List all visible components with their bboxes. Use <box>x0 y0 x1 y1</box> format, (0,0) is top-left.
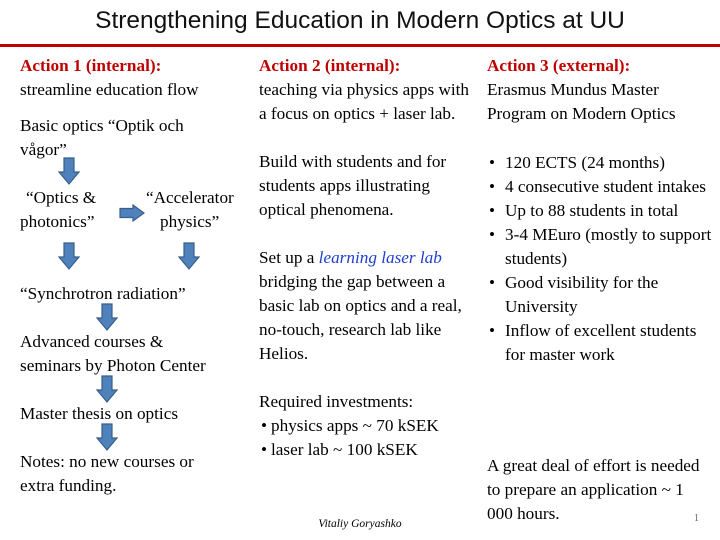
notes-line2: extra funding. <box>20 476 117 495</box>
arrow-down-icon <box>96 303 118 331</box>
notes-line1: Notes: no new courses or <box>20 452 194 471</box>
action2-setup-paragraph <box>259 246 477 366</box>
slide-title: Strengthening Education in Modern Optics at UU <box>95 7 625 34</box>
action3-closing: A great deal of effort is needed to prepare an application ~ 1 000 hours. <box>487 456 700 523</box>
learning-laser-lab-emphasis: learning laser lab <box>318 248 442 267</box>
investments-list <box>259 414 477 462</box>
action3-subheading: Erasmus Mundus Master Program on Modern Optics <box>487 80 676 123</box>
action1-subheading: streamline education flow <box>20 80 199 99</box>
bullet-item: • 3-4 MEuro (mostly to support students) <box>487 223 713 271</box>
arrow-down-icon <box>178 242 200 270</box>
footer-author: Vitaliy Goryashko <box>318 518 402 530</box>
flow-advanced-courses-line2: seminars by Photon Center <box>20 356 206 375</box>
action3-column <box>487 54 713 367</box>
bullet-item: • Good visibility for the University <box>487 271 713 319</box>
arrow-down-icon <box>58 157 80 185</box>
flow-advanced-courses-line1: Advanced courses & <box>20 332 164 351</box>
investment-item: • laser lab ~ 100 kSEK <box>259 438 477 462</box>
action3-bullet-list <box>487 151 713 367</box>
flow-accelerator-physics-line1: “Accelerator <box>146 188 234 207</box>
title-divider <box>0 44 720 47</box>
arrow-down-icon <box>96 423 118 451</box>
bullet-item: • 120 ECTS (24 months) <box>487 151 713 175</box>
setup-prefix: Set up a <box>259 248 315 267</box>
setup-rest: bridging the gap between a basic lab on optics and a real, no-touch, research lab like Helios. <box>259 272 462 363</box>
action1-heading: Action 1 (internal): <box>20 56 162 75</box>
flow-optics-photonics-line2: photonics” <box>20 212 95 231</box>
bullet-item: • Inflow of excellent students for master work <box>487 319 713 367</box>
investments-label: Required investments: <box>259 392 414 411</box>
flow-synchrotron: “Synchrotron radiation” <box>20 284 186 303</box>
bullet-item: • Up to 88 students in total <box>487 199 713 223</box>
action2-column <box>259 54 477 462</box>
action2-build-paragraph: Build with students and for students apps illustrating optical phenomena. <box>259 152 447 219</box>
flow-basic-optics-line1: Basic optics “Optik och <box>20 116 184 135</box>
arrow-down-icon <box>96 375 118 403</box>
flow-master-thesis: Master thesis on optics <box>20 404 179 423</box>
action3-heading: Action 3 (external): <box>487 56 631 75</box>
flow-optics-photonics-line1: “Optics & <box>26 188 97 207</box>
bullet-item: • 4 consecutive student intakes <box>487 175 713 199</box>
action2-heading: Action 2 (internal): <box>259 56 401 75</box>
page-number: 1 <box>694 513 699 524</box>
arrow-down-icon <box>58 242 80 270</box>
flow-accelerator-physics-line2: physics” <box>160 212 220 231</box>
arrow-right-icon <box>119 204 145 222</box>
action2-intro: teaching via physics apps with a focus on optics + laser lab. <box>259 80 470 123</box>
investment-item: • physics apps ~ 70 kSEK <box>259 414 477 438</box>
flow-basic-optics-line2: vågor” <box>20 140 67 159</box>
